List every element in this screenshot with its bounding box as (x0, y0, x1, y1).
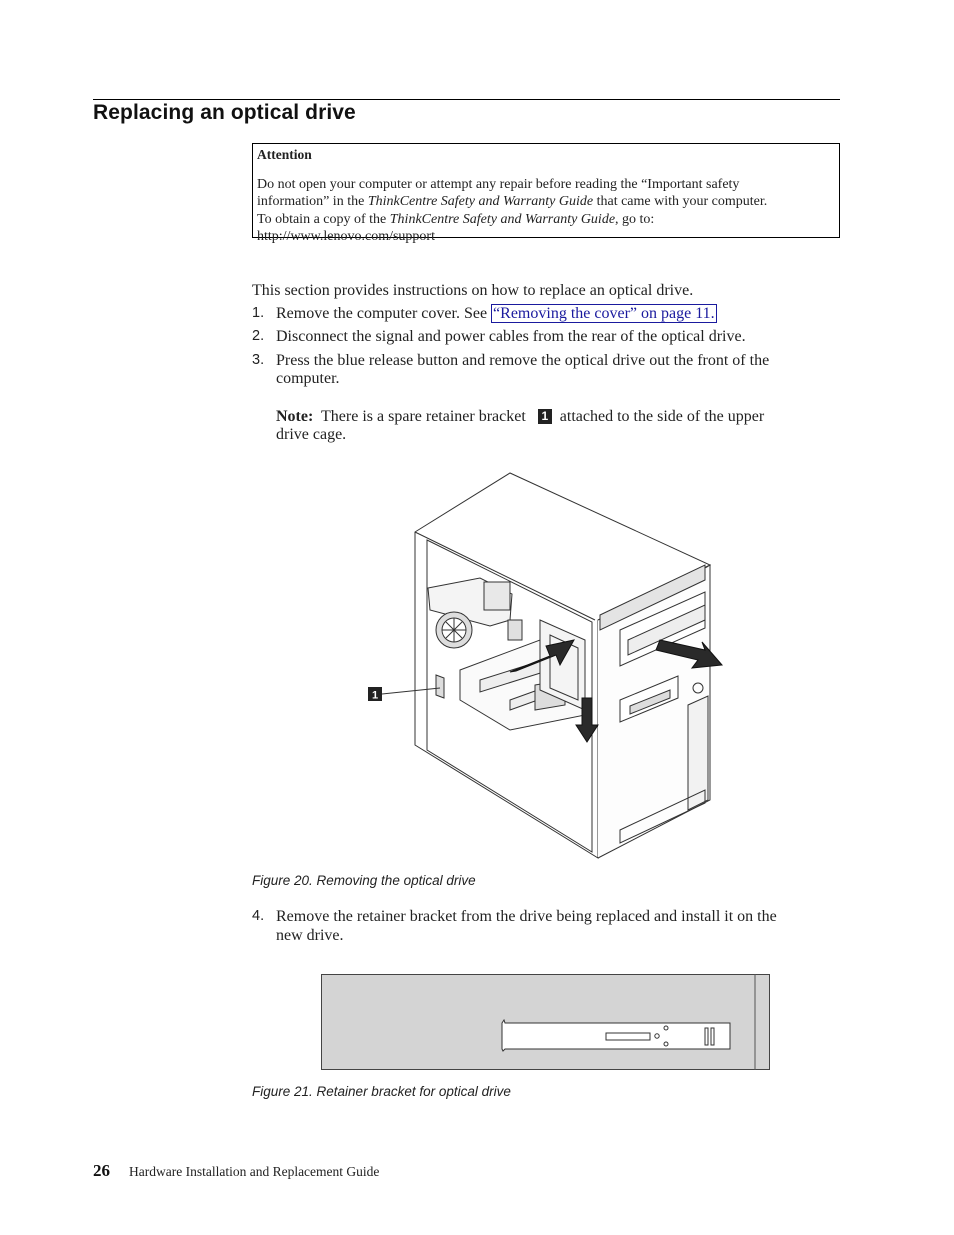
step-1-text: Remove the computer cover. See “Removing the cover” on page 11. (276, 305, 715, 322)
section-rule (93, 99, 840, 100)
callout-1: 1 (538, 409, 552, 424)
step-4-line-1: Remove the retainer bracket from the drive being replaced and install it on the (276, 908, 777, 925)
attention-line-2: information” in the ThinkCentre Safety and Warranty Guide that came with your computer. (257, 194, 768, 210)
step-4-number: 4. (252, 908, 265, 924)
removing-cover-link[interactable]: “Removing the cover” on page 11. (493, 305, 715, 322)
step-3-number: 3. (252, 352, 265, 368)
optical-drive-removal-illustration (360, 470, 730, 862)
note-label: Note: (276, 408, 314, 425)
step-2-number: 2. (252, 328, 265, 344)
note-line-1: Note: There is a spare retainer bracket 1 attached to the side of the upper (276, 408, 765, 425)
figure20-callout-label: 1 (371, 689, 379, 702)
intro-paragraph: This section provides instructions on how to replace an optical drive. (252, 282, 694, 299)
page-number: 26 (93, 1161, 110, 1180)
step-2-text: Disconnect the signal and power cables from the rear of the optical drive. (276, 328, 746, 345)
attention-box (252, 143, 840, 245)
attention-title: Attention (257, 147, 312, 162)
section-title: Replacing an optical drive (93, 101, 356, 124)
attention-body (257, 176, 829, 246)
note-line-2: drive cage. (276, 426, 347, 443)
attention-line-1: Do not open your computer or attempt any repair before reading the “Important safety (257, 177, 740, 192)
step-3-line-1: Press the blue release button and remove the optical drive out the front of the (276, 352, 770, 369)
retainer-bracket-shape (502, 1020, 730, 1051)
attention-url: http://www.lenovo.com/support (257, 229, 435, 245)
figure-21-caption: Figure 21. Retainer bracket for optical drive (252, 1084, 511, 1099)
step-4-line-2: new drive. (276, 927, 344, 944)
book-title: Hardware Installation and Replacement Guide (129, 1164, 380, 1179)
figure-20-caption: Figure 20. Removing the optical drive (252, 873, 476, 888)
step-1-number: 1. (252, 305, 265, 321)
attention-line-3: To obtain a copy of the ThinkCentre Safety and Warranty Guide, go to: (257, 211, 655, 227)
retainer-bracket-illustration (321, 974, 770, 1070)
step-3-line-2: computer. (276, 370, 340, 387)
